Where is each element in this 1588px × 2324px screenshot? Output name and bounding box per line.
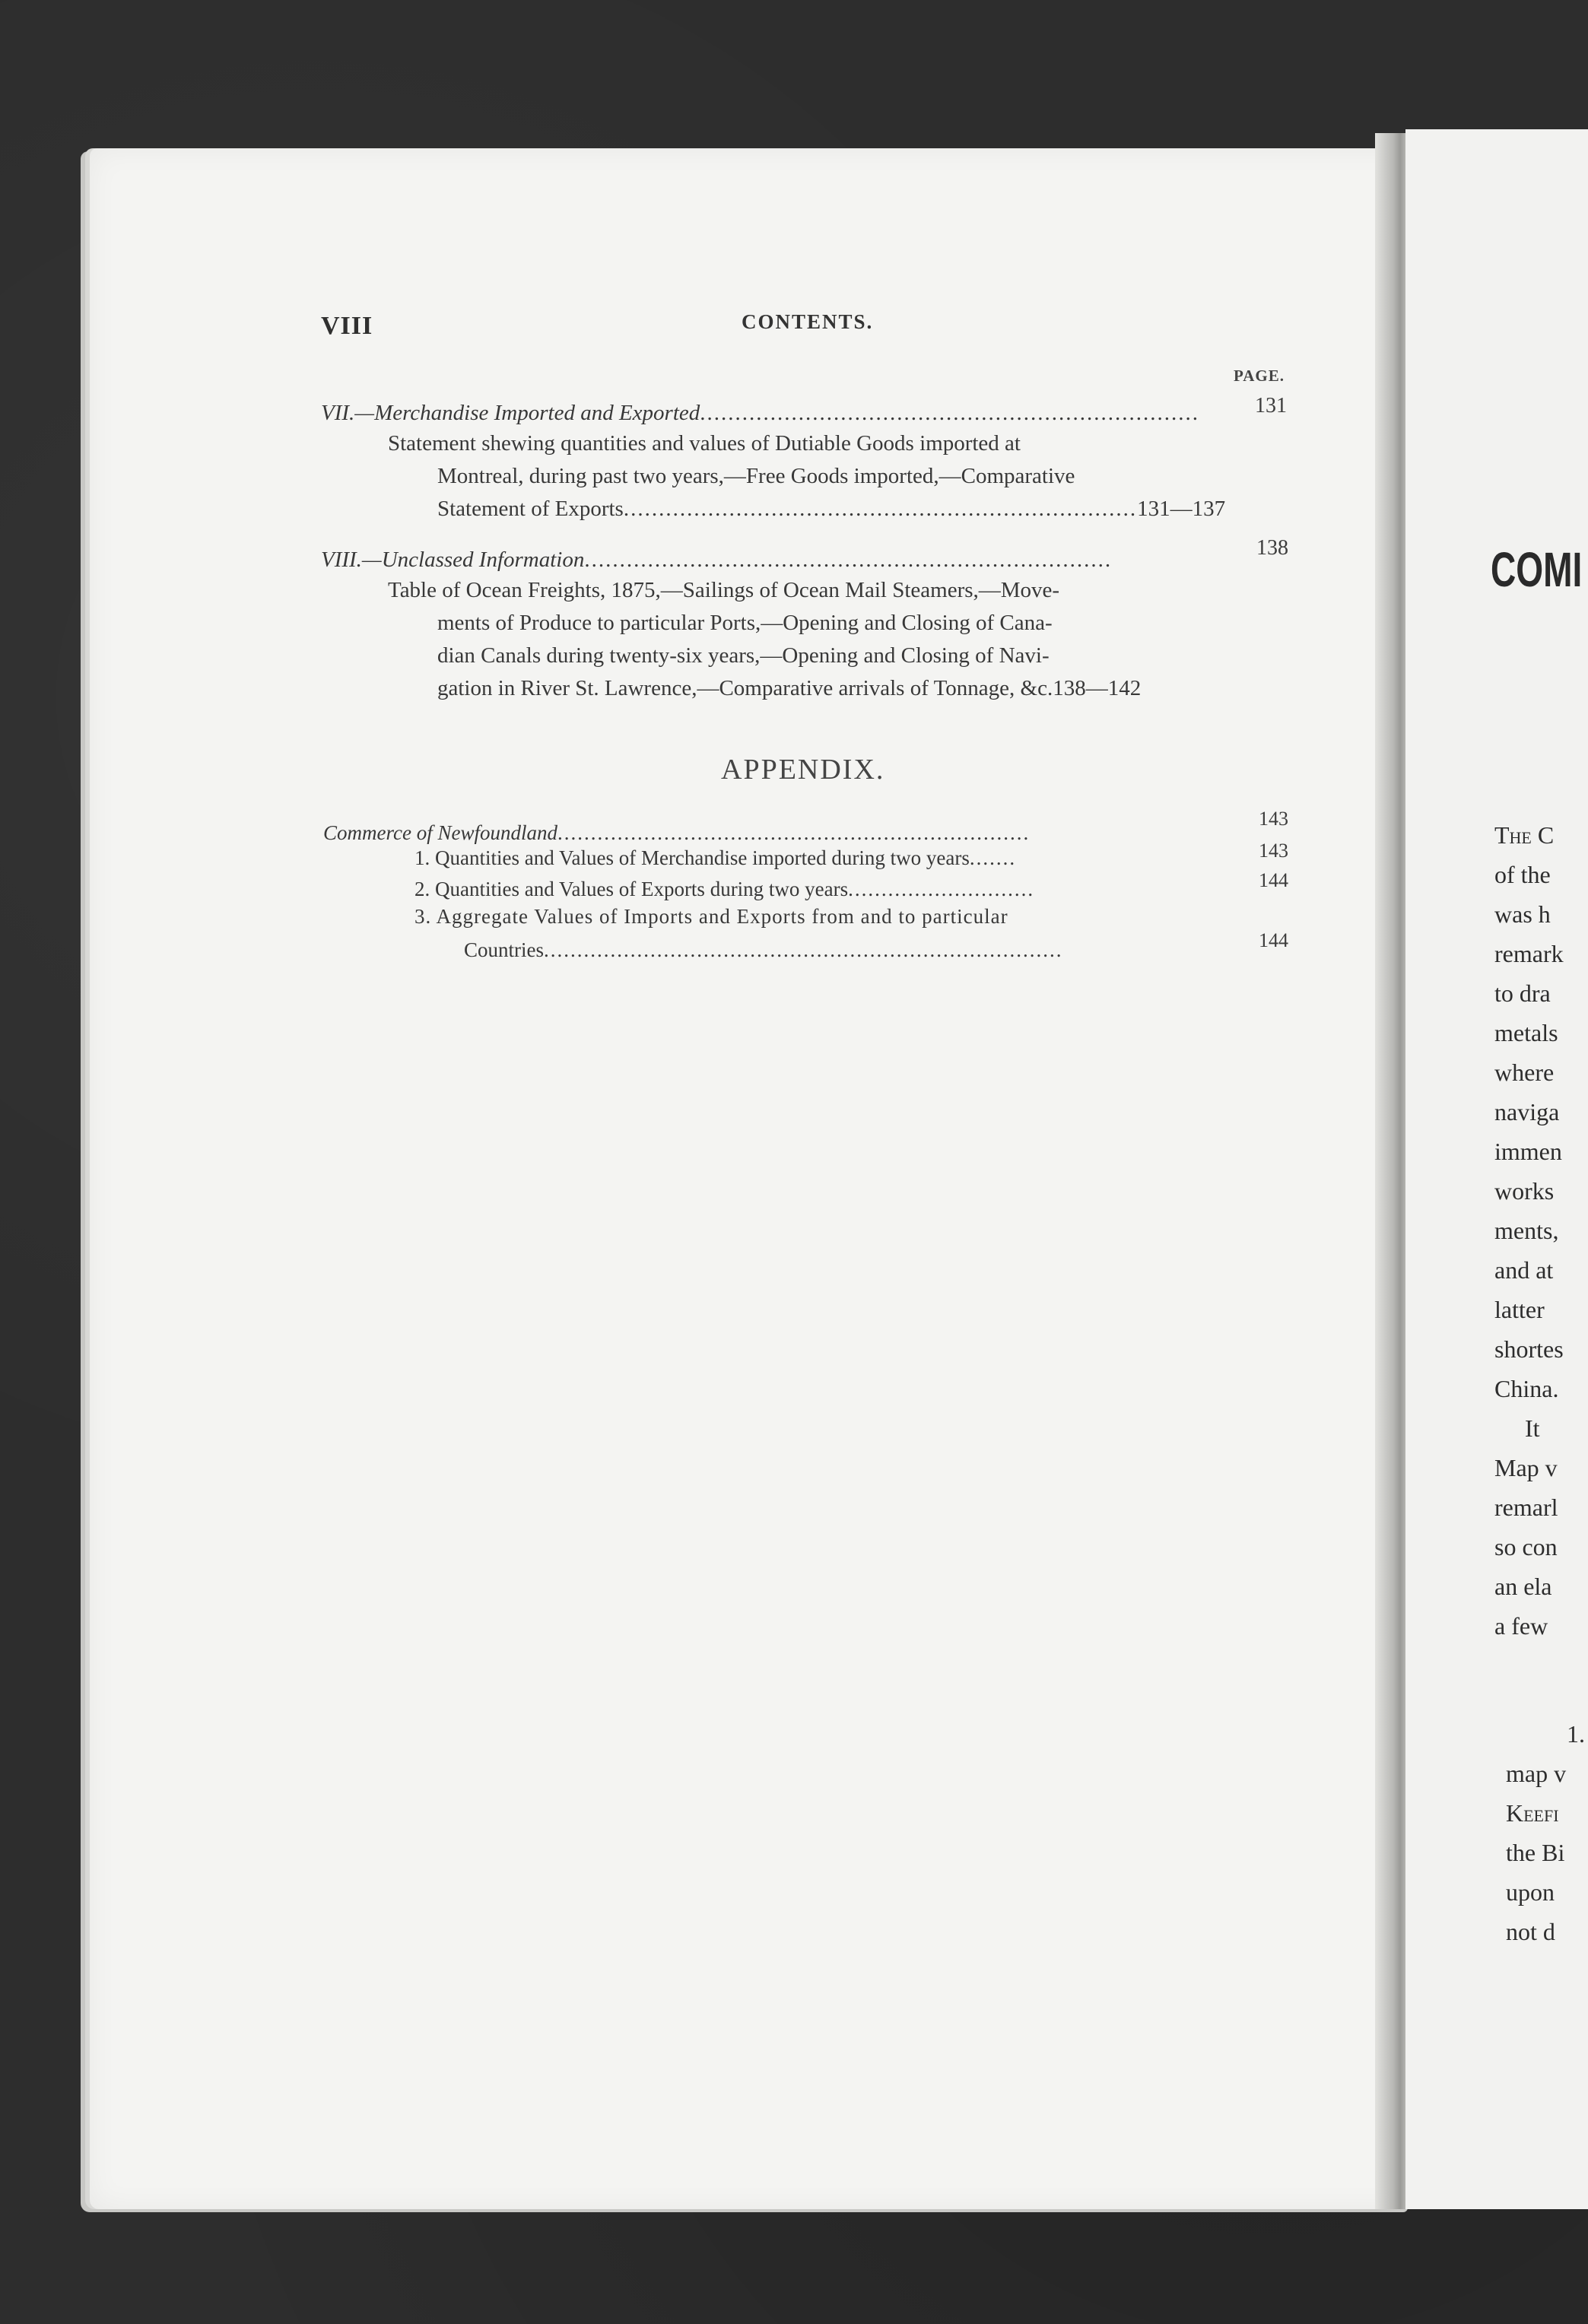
page-column-label: PAGE. [1234, 367, 1285, 385]
leader-dots: ........................................................................... [584, 548, 1113, 572]
text-fragment: immen [1494, 1138, 1562, 1165]
text-fragment: upon [1506, 1878, 1555, 1906]
appendix-title: APPENDIX. [721, 754, 885, 786]
appendix-heading: Commerce of Newfoundland....................................................................... [323, 821, 1031, 844]
text-fragment: the Bi [1506, 1839, 1565, 1866]
text-fragment: map v [1506, 1760, 1567, 1787]
text-fragment: naviga [1494, 1098, 1560, 1125]
appendix-page: 143 [1259, 808, 1288, 830]
text-fragment: remarl [1494, 1494, 1558, 1521]
toc-entry-heading: VII.—Merchandise Imported and Exported [321, 401, 700, 425]
text-fragment: The C [1494, 821, 1555, 849]
text-fragment: It [1525, 1414, 1540, 1442]
text-fragment: where [1494, 1059, 1555, 1086]
toc-entry-vii [321, 401, 1199, 426]
toc-entry-viii [321, 548, 1112, 573]
text-fragment: of the [1494, 861, 1551, 888]
text-fragment: an ela [1494, 1573, 1552, 1600]
text-fragment: latter [1494, 1296, 1545, 1323]
text-fragment: shortes [1494, 1335, 1564, 1363]
text-fragment: Map v [1494, 1454, 1558, 1481]
toc-desc-line: Statement shewing quantities and values of Dutiable Goods imported at [388, 431, 1021, 456]
appendix-item: 2. Quantities and Values of Exports during two years............................ [414, 878, 1035, 900]
toc-desc-line: Montreal, during past two years,—Free Goods imported,—Comparative [437, 464, 1075, 488]
left-page [90, 148, 1417, 2209]
running-title: CONTENTS. [742, 310, 874, 333]
toc-desc-line-last: Statement of Exports.........................................................................131—137 [437, 497, 1226, 521]
toc-entry-heading: VIII.—Unclassed Information [321, 548, 585, 572]
text-fragment: Keefi [1506, 1799, 1559, 1827]
page-number: VIII [321, 312, 373, 340]
right-page [1405, 129, 1588, 2209]
leader-dots: ....................................................................... [700, 401, 1200, 425]
text-fragment: ments, [1494, 1217, 1559, 1244]
toc-desc-page: 138—142 [1053, 676, 1142, 700]
text-fragment: not d [1506, 1918, 1555, 1945]
appendix-item-page: 144 [1259, 929, 1288, 951]
right-page-heading: COMI [1491, 542, 1583, 597]
appendix-item-cont: Countries.............................................................................. [464, 938, 1063, 961]
toc-desc-line: dian Canals during twenty-six years,—Opening and Closing of Navi- [437, 643, 1050, 668]
text-fragment: and at [1494, 1256, 1554, 1284]
toc-desc-line: Table of Ocean Freights, 1875,—Sailings of Ocean Mail Steamers,—Move- [388, 578, 1060, 602]
appendix-item-page: 143 [1259, 840, 1288, 862]
toc-desc-page: 131—137 [1137, 497, 1226, 521]
text-fragment: a few [1494, 1612, 1548, 1640]
text-fragment: works [1494, 1177, 1555, 1205]
text-fragment: to dra [1494, 979, 1551, 1007]
appendix-item-page: 144 [1259, 869, 1288, 891]
text-fragment: 1. [1567, 1720, 1585, 1748]
text-fragment: was h [1494, 900, 1551, 928]
text-fragment: China. [1494, 1375, 1559, 1402]
appendix-item: 1. Quantities and Values of Merchandise imported during two years....... [414, 846, 1017, 869]
text-fragment: so con [1494, 1533, 1558, 1560]
toc-desc-line: ments of Produce to particular Ports,—Opening and Closing of Cana- [437, 611, 1053, 635]
appendix-item: 3. Aggregate Values of Imports and Exports from and to particular [414, 905, 1008, 928]
toc-desc-line-last: gation in River St. Lawrence,—Comparative arrivals of Tonnage, &c.138—142 [437, 676, 1142, 700]
text-fragment: remark [1494, 940, 1564, 967]
text-fragment: metals [1494, 1019, 1558, 1046]
toc-entry-page: 138 [1256, 536, 1288, 560]
toc-entry-page: 131 [1255, 394, 1287, 417]
